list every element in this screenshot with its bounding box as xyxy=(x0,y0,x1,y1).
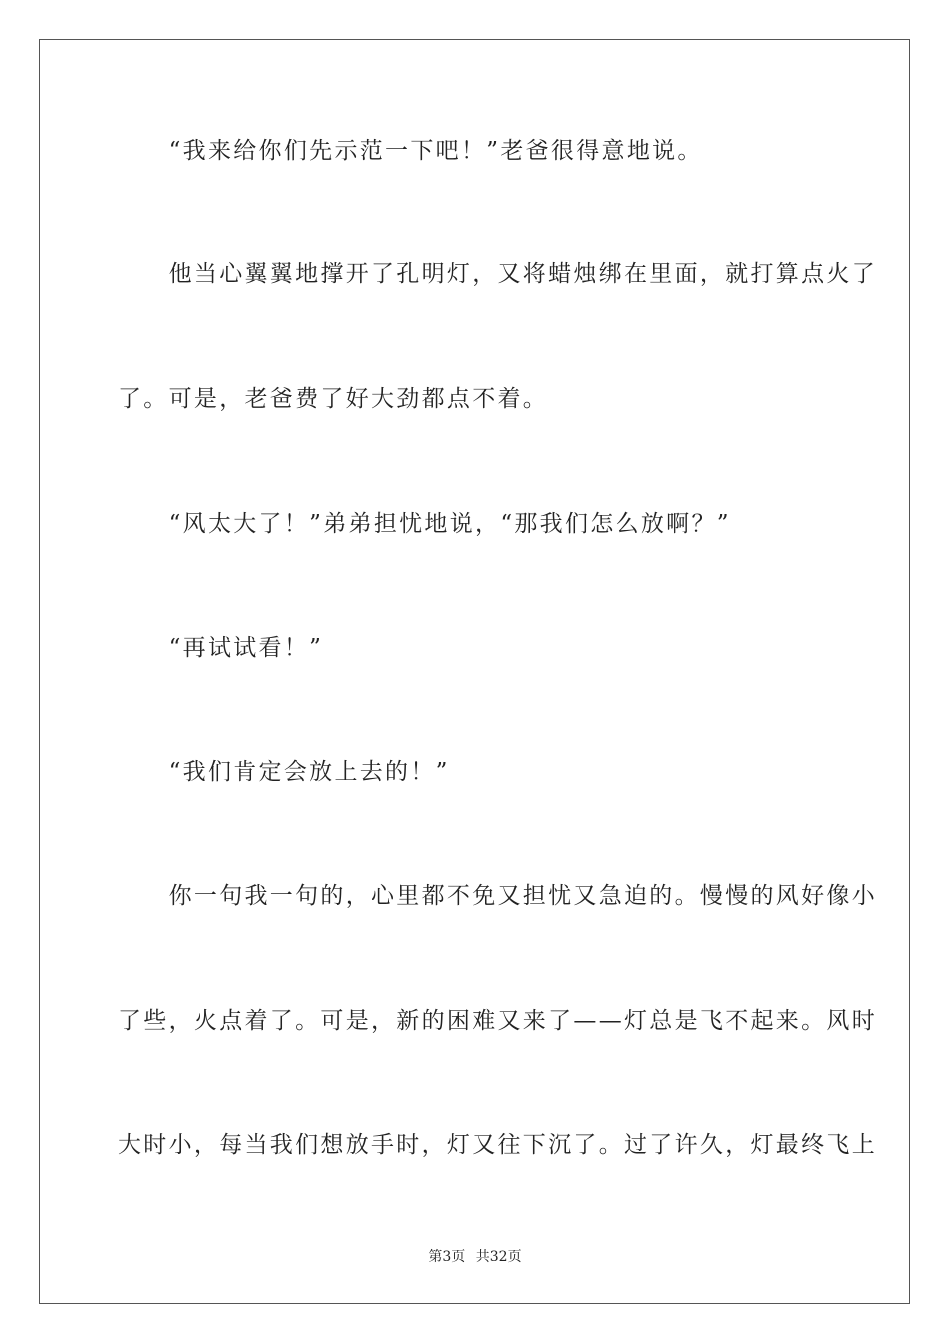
paragraph-line: 他当心翼翼地撑开了孔明灯，又将蜡烛绑在里面，就打算点火了 xyxy=(118,261,877,287)
paragraph-line: 了。可是，老爸费了好大劲都点不着。 xyxy=(118,386,549,412)
page-number: 第3页 xyxy=(428,1249,466,1265)
page-border xyxy=(39,39,910,1304)
page-footer xyxy=(0,1246,950,1266)
paragraph-line: 了些，火点着了。可是，新的困难又来了——灯总是飞不起来。风时 xyxy=(118,1008,877,1034)
paragraph-line: “风太大了！”弟弟担忧地说，“那我们怎么放啊？” xyxy=(118,511,731,537)
paragraph-line: “我们肯定会放上去的！” xyxy=(118,759,450,785)
paragraph-line: “我来给你们先示范一下吧！”老爸很得意地说。 xyxy=(118,138,703,164)
paragraph-line: “再试试看！” xyxy=(118,635,324,661)
total-pages: 共32页 xyxy=(475,1249,522,1265)
paragraph-line: 你一句我一句的，心里都不免又担忧又急迫的。慢慢的风好像小 xyxy=(118,883,877,909)
paragraph-line: 大时小，每当我们想放手时，灯又往下沉了。过了许久，灯最终飞上 xyxy=(118,1132,877,1158)
